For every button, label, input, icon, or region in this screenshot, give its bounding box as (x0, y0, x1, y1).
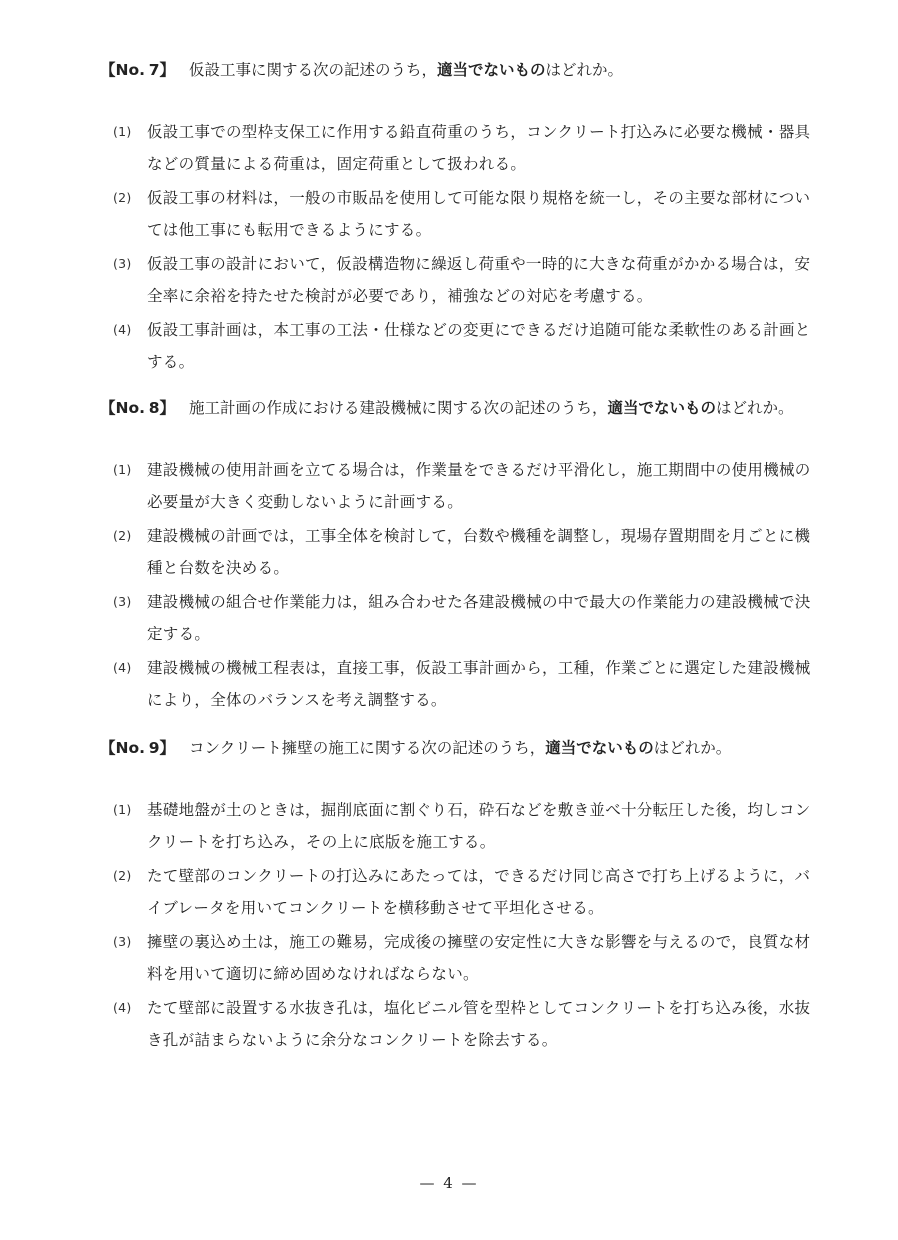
option-text: 仮設工事の材料は，一般の市販品を使用して可能な限り規格を統一し，その主要な部材については他工事にも転用できるようにする。 (147, 189, 811, 239)
option-number: (4) (113, 1000, 132, 1015)
option-text: たて壁部に設置する水抜き孔は，塩化ビニル管を型枠としてコンクリートを打ち込み後，水抜き孔が詰まらないように余分なコンクリートを除去する。 (147, 999, 811, 1049)
option-number: (1) (113, 462, 132, 477)
option-item (100, 586, 820, 650)
question-9 (100, 736, 820, 1058)
question-emphasis: 適当でないもの (545, 739, 654, 757)
option-number: (3) (113, 934, 132, 949)
option-item (100, 116, 820, 180)
question-7 (100, 58, 820, 380)
question-heading (100, 396, 820, 420)
option-text: 建設機械の組合せ作業能力は，組み合わせた各建設機械の中で最大の作業能力の建設機械で決定する。 (147, 593, 811, 643)
question-text-end: はどれか。 (545, 61, 624, 79)
option-text: たて壁部のコンクリートの打込みにあたっては，できるだけ同じ高さで打ち上げるように，バイブレータを用いてコンクリートを横移動させて平坦化させる。 (147, 867, 811, 917)
option-text: 仮設工事の設計において，仮設構造物に繰返し荷重や一時的に大きな荷重がかかる場合は，安全率に余裕を持たせた検討が必要であり，補強などの対応を考慮する。 (147, 255, 811, 305)
option-item (100, 248, 820, 312)
option-item (100, 860, 820, 924)
question-text: コンクリート擁壁の施工に関する次の記述のうち， (189, 739, 546, 757)
option-list (100, 116, 820, 378)
option-item (100, 992, 820, 1056)
option-number: (4) (113, 322, 132, 337)
option-text: 仮設工事計画は，本工事の工法・仕様などの変更にできるだけ追随可能な柔軟性のある計画とする。 (147, 321, 811, 371)
option-number: (2) (113, 190, 132, 205)
question-text: 施工計画の作成における建設機械に関する次の記述のうち， (189, 399, 608, 417)
question-heading (100, 58, 820, 82)
question-no-label: 【No. (100, 739, 146, 757)
option-text: 基礎地盤が土のときは，掘削底面に割ぐり石，砕石などを敷き並べ十分転圧した後，均しコンクリートを打ち込み，その上に底版を施工する。 (147, 801, 811, 851)
option-item (100, 926, 820, 990)
question-emphasis: 適当でないもの (437, 61, 546, 79)
option-item (100, 314, 820, 378)
question-8 (100, 396, 820, 718)
option-number: (2) (113, 868, 132, 883)
option-number: (4) (113, 660, 132, 675)
option-text: 建設機械の計画では，工事全体を検討して，台数や機種を調整し，現場存置期間を月ごとに機種と台数を決める。 (147, 527, 811, 577)
page-number: — 4 — (419, 1174, 479, 1192)
question-number: 7】 (148, 61, 176, 79)
option-item (100, 520, 820, 584)
question-text-end: はどれか。 (653, 739, 732, 757)
option-text: 仮設工事での型枠支保工に作用する鉛直荷重のうち，コンクリート打込みに必要な機械・器具などの質量による荷重は，固定荷重として扱われる。 (147, 123, 811, 173)
option-number: (3) (113, 594, 132, 609)
question-heading (100, 736, 820, 760)
question-no-label: 【No. (100, 399, 146, 417)
option-text: 擁壁の裏込め土は，施工の難易，完成後の擁壁の安定性に大きな影響を与えるので，良質な材料を用いて適切に締め固めなければならない。 (147, 933, 811, 983)
option-item (100, 652, 820, 716)
option-list (100, 794, 820, 1056)
option-item (100, 182, 820, 246)
option-number: (1) (113, 124, 132, 139)
option-list (100, 454, 820, 716)
option-text: 建設機械の機械工程表は，直接工事，仮設工事計画から，工種，作業ごとに選定した建設機械により，全体のバランスを考え調整する。 (147, 659, 811, 709)
option-item (100, 454, 820, 518)
question-emphasis: 適当でないもの (607, 399, 717, 417)
option-number: (2) (113, 528, 132, 543)
question-text-end: はどれか。 (716, 399, 794, 417)
option-number: (3) (113, 256, 132, 271)
option-item (100, 794, 820, 858)
question-no-label: 【No. (100, 61, 146, 79)
question-number: 8】 (148, 399, 176, 417)
question-text: 仮設工事に関する次の記述のうち， (189, 61, 438, 79)
option-text: 建設機械の使用計画を立てる場合は，作業量をできるだけ平滑化し，施工期間中の使用機械の必要量が大きく変動しないように計画する。 (147, 461, 811, 511)
question-number: 9】 (148, 739, 176, 757)
option-number: (1) (113, 802, 132, 817)
